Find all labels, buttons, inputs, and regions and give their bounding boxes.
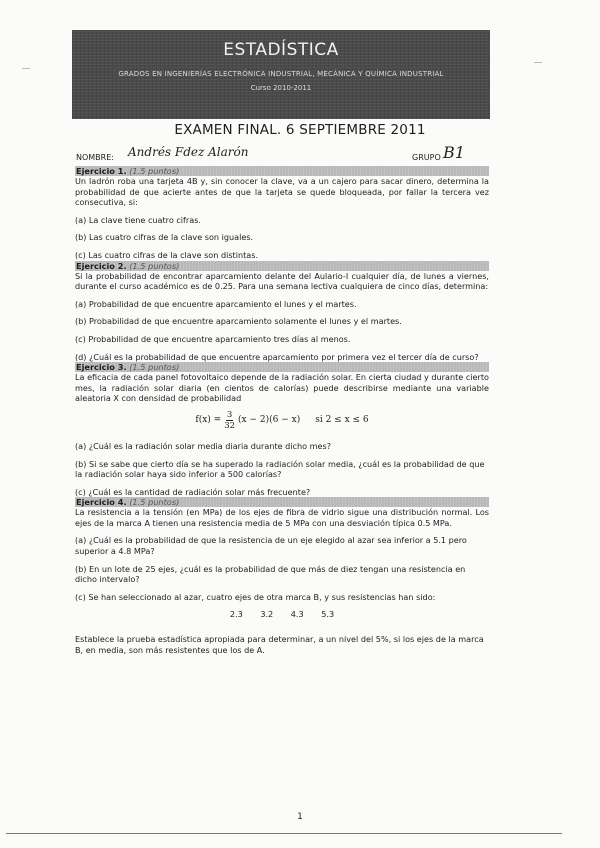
exercise-heading	[75, 497, 489, 507]
exercise-item: (b) Si se sabe que cierto día se ha superado la radiación solar media, ¿cuál es la probabilidad de que la radiación solar haya sido inferior a 500 calorías?	[75, 458, 485, 480]
exercise-statement: La eficacia de cada panel fotovoltaico depende de la radiación solar. En cierta ciudad y durante cierto mes, la radiación solar diaria (en cientos de calorías) puede describirse mediante una variable aleatoria X con densidad de probabilidad	[75, 372, 489, 404]
exercise-item: (a) ¿Cuál es la radiación solar media diaria durante dicho mes?	[75, 440, 332, 451]
exercise-4	[75, 497, 489, 655]
exercise-item: (b) Probabilidad de que encuentre aparcamiento solamente el lunes y el martes.	[75, 316, 402, 327]
fraction-denominator: 32	[224, 420, 236, 431]
exercise-item: (a) ¿Cuál es la probabilidad de que la resistencia de un eje elegido al azar sea inferior a 5.1 pero superior a 4.8 MPa?	[75, 535, 467, 557]
handwritten-name: Andrés Fdez Alarón	[128, 145, 249, 159]
page-number: 1	[297, 812, 303, 822]
exercise-item: (d) ¿Cuál es la probabilidad de que encuentre aparcamiento por primera vez el tercer día de curso?	[75, 351, 479, 362]
exercise-item: (a) Probabilidad de que encuentre aparcamiento el lunes y el martes.	[75, 298, 357, 309]
exercise-2	[75, 261, 489, 363]
degrees-line: GRADOS EN INGENIERÍAS ELECTRÓNICA INDUSTRIAL, MECÁNICA Y QUÍMICA INDUSTRIAL	[118, 70, 444, 78]
exam-title: EXAMEN FINAL. 6 SEPTIEMBRE 2011	[174, 122, 426, 138]
fraction-numerator: 3	[226, 409, 233, 420]
group-label: GRUPO	[412, 153, 441, 162]
formula-fraction	[224, 410, 235, 431]
student-info	[76, 143, 490, 167]
exercise-1	[75, 166, 489, 261]
exercise-label: Ejercicio 1.	[76, 166, 127, 176]
exercise-item: (c) Probabilidad de que encuentre aparcamiento tres días al menos.	[75, 333, 351, 344]
exercise-statement: Un ladrón roba una tarjeta 4B y, sin conocer la clave, va a un cajero para sacar dinero, determina la probabilidad de que acierte antes de que la tarjeta se quede bloqueada, por fallar la tercera vez consecutiva, si:	[75, 176, 489, 208]
exercise-item: (b) En un lote de 25 ejes, ¿cuál es la probabilidad de que más de diez tengan una resistencia en dicho intervalo?	[75, 563, 466, 585]
exercise-points: (1.5 puntos)	[129, 166, 180, 176]
exercise-points: (1.5 puntos)	[129, 362, 180, 373]
formula-rhs: (x − 2)(6 − x)	[238, 415, 301, 426]
exercise-item: (a) La clave tiene cuatro cifras.	[75, 214, 201, 225]
exercise-heading	[75, 166, 489, 176]
exercise-item: (b) Las cuatro cifras de la clave son iguales.	[75, 232, 254, 243]
bottom-divider	[6, 833, 562, 834]
exercise-statement: La resistencia a la tensión (en MPa) de los ejes de fibra de vidrio sigue una distribución normal. Los ejes de la marca A tienen una resistencia media de 5 MPa con una desviación típica 0.5 MPa.	[75, 507, 489, 528]
resistance-value: 4.3	[290, 609, 304, 620]
exercise-heading	[75, 261, 489, 271]
scan-speck	[534, 62, 542, 63]
exercise-item: (c) Las cuatro cifras de la clave son distintas.	[75, 249, 259, 260]
header-banner	[72, 30, 490, 119]
exercise-points: (1.5 puntos)	[129, 260, 180, 271]
resistance-value: 3.2	[260, 609, 274, 620]
exercise-label: Ejercicio 4.	[76, 497, 127, 508]
exercise-closing: Establece la prueba estadística apropiada para determinar, a un nivel del 5%, si los ejes de la marca B, en media, son más resistentes que los de A.	[75, 634, 484, 655]
subject-title: ESTADÍSTICA	[223, 40, 339, 60]
exercise-item: (c) ¿Cuál es la cantidad de radiación solar más frecuente?	[75, 486, 311, 497]
exercise-3	[75, 362, 489, 497]
scan-speck	[22, 68, 30, 69]
exercise-label: Ejercicio 2.	[76, 260, 127, 271]
resistance-values	[75, 609, 489, 620]
name-label: NOMBRE:	[76, 153, 114, 162]
formula-lhs: f(x) =	[195, 415, 222, 426]
handwritten-group: B1	[443, 143, 465, 162]
exam-content	[75, 166, 489, 662]
density-formula	[75, 410, 489, 431]
exercise-item: (c) Se han seleccionado al azar, cuatro ejes de otra marca B, y sus resistencias han sido:	[75, 591, 436, 602]
resistance-value: 5.3	[321, 609, 335, 620]
resistance-value: 2.3	[229, 609, 243, 620]
formula-condition: si 2 ≤ x ≤ 6	[315, 415, 369, 426]
exercise-label: Ejercicio 3.	[76, 362, 127, 373]
exercise-heading	[75, 362, 489, 372]
course-year: Curso 2010-2011	[250, 84, 312, 92]
exercise-points: (1.5 puntos)	[129, 497, 180, 508]
exercise-statement: Si la probabilidad de encontrar aparcamiento delante del Aulario-I cualquier día, de lunes a viernes, durante el curso académico es de 0.25. Para una semana lectiva cualquiera de cinco días, determina:	[75, 270, 489, 292]
